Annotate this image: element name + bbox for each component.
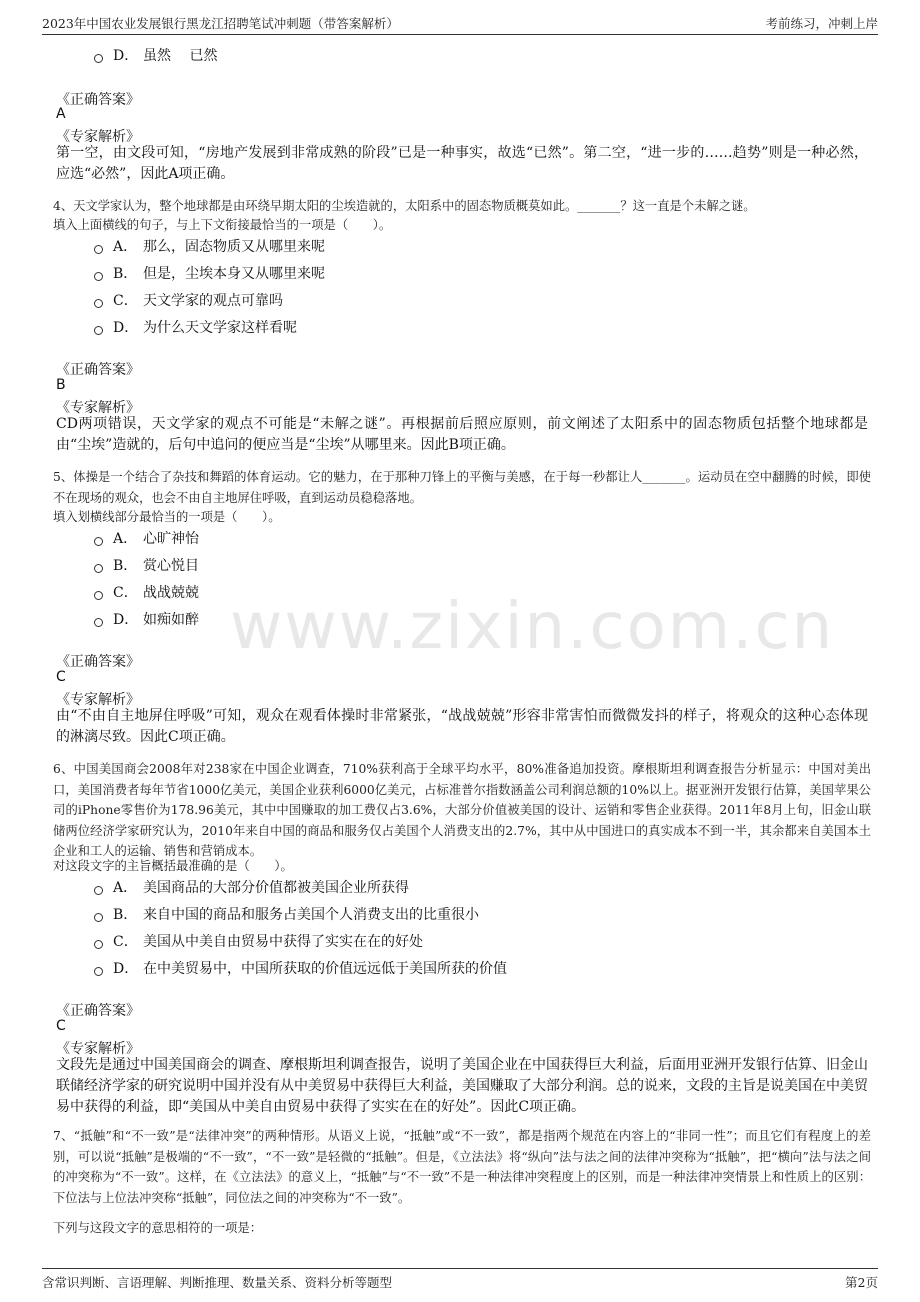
watermark: www.zixin.com.cn xyxy=(230,590,835,664)
q4-option-d[interactable] xyxy=(94,317,297,337)
q5-option-d[interactable] xyxy=(94,609,199,629)
answer-heading: 《正确答案》 xyxy=(56,1003,140,1019)
option-letter: B． xyxy=(113,266,138,282)
option-text: 心旷神怡 xyxy=(143,531,199,547)
footer-subjects: 含常识判断、言语理解、判断推理、数量关系、资料分析等题型 xyxy=(42,1275,393,1290)
page-footer xyxy=(42,1268,878,1291)
option-text: 虽然 已然 xyxy=(143,48,218,64)
q6-option-c[interactable] xyxy=(94,931,423,951)
q4-option-b[interactable] xyxy=(94,263,325,283)
option-letter: C． xyxy=(113,293,138,309)
q6-option-b[interactable] xyxy=(94,904,479,924)
q3-option-d[interactable] xyxy=(94,45,217,65)
q7-stem: 7、“抵触”和“不一致”是“法律冲突”的两种情形。从语义上说，“抵触”或“不一致”，都是指两个规范在内容上的“非同一性”；而且它们有程度上的差别，可以说“抵触”是极端的“不一致”，“不一致”是轻微的“抵触”。但是，《立法法》将“纵向”法与法之间的法律冲突称为“抵触”，把“横向”法与法之间的冲突称为“不一致”。这样，在《立法法》的意义上，“抵触”与“不一致”不是一种法律冲突程度上的区别，而是一种法律冲突情景上和性质上的区别：下位法与上位法冲突称“抵触”，同位法之间的冲突称为“不一致”。 xyxy=(53,1129,871,1205)
radio-icon[interactable] xyxy=(94,591,103,600)
option-text: 赏心悦目 xyxy=(143,558,199,574)
option-letter: D． xyxy=(113,48,139,64)
option-letter: D． xyxy=(113,612,139,628)
q5-stem: 5、体操是一个结合了杂技和舞蹈的体育运动。它的魅力，在于那种刀锋上的平衡与美感，在于每一秒都让人_______。运动员在空中翻腾的时候，即使不在现场的观众，也会不由自主地屏住呼吸，直到运动员稳稳落地。 xyxy=(53,470,871,505)
document-title: 2023年中国农业发展银行黑龙江招聘笔试冲刺题（带答案解析） xyxy=(42,16,399,31)
header-slogan: 考前练习，冲刺上岸 xyxy=(765,16,878,31)
q6-option-a[interactable] xyxy=(94,877,409,897)
q6-prompt: 对这段文字的主旨概括最准确的是（ ）。 xyxy=(53,859,293,873)
radio-icon[interactable] xyxy=(94,913,103,922)
answer-heading: 《正确答案》 xyxy=(56,654,140,670)
option-letter: C． xyxy=(113,934,138,950)
radio-icon[interactable] xyxy=(94,886,103,895)
q3-analysis: 第一空，由文段可知，“房地产发展到非常成熟的阶段”已是一种事实，故选“已然”。第二空，“进一步的……趋势”则是一种必然，应选“必然”，因此A项正确。 xyxy=(56,145,868,182)
q3-answer: A xyxy=(56,106,66,122)
option-text: 如痴如醉 xyxy=(143,612,199,628)
option-letter: A． xyxy=(113,531,138,547)
analysis-heading: 《专家解析》 xyxy=(56,1041,140,1057)
radio-icon[interactable] xyxy=(94,967,103,976)
radio-icon[interactable] xyxy=(94,245,103,254)
q4-prompt: 填入上面横线的句子，与上下文衔接最恰当的一项是（ ）。 xyxy=(53,218,392,232)
option-text: 美国商品的大部分价值都被美国企业所获得 xyxy=(143,880,409,896)
q6-answer: C xyxy=(56,1018,66,1034)
option-letter: D． xyxy=(113,961,139,977)
option-text: 天文学家的观点可靠吗 xyxy=(143,293,283,309)
q6-analysis: 文段先是通过中国美国商会的调查、摩根斯坦利调查报告，说明了美国企业在中国获得巨大利益，后面用亚洲开发银行估算、旧金山联储经济学家的研究说明中国并没有从中美贸易中获得巨大利益，美国赚取了大部分利润。总的说来，文段的主旨是说美国在中美贸易中获得的利益，即“美国从中美自由贸易中获得了实实在在的好处”。因此C项正确。 xyxy=(56,1057,868,1115)
q6-stem: 6、中国美国商会2008年对238家在中国企业调查，710%获利高于全球平均水平，80%准备追加投资。摩根斯坦利调查报告分析显示：中国对美出口，美国消费者每年节省1000亿美元，美国企业获利6000亿美元，占标准普尔指数涵盖公司利润总额的10%以上。据亚洲开发银行估算，美国苹果公司的iPhone零售价为178.96美元，其中中国赚取的加工费仅占3.6%，大部分价值被美国的设计、运销和零售企业获得。2011年8月上旬，旧金山联储两位经济学家研究认为，2010年来自中国的商品和服务仅占美国个人消费支出的2.7%，其中从中国进口的真实成本不到一半，其余都来自美国本土企业和工人的运输、销售和营销成本。 xyxy=(53,762,871,858)
option-text: 美国从中美自由贸易中获得了实实在在的好处 xyxy=(143,934,423,950)
option-text: 在中美贸易中，中国所获取的价值远远低于美国所获的价值 xyxy=(143,961,507,977)
q4-option-a[interactable] xyxy=(94,236,325,256)
radio-icon[interactable] xyxy=(94,299,103,308)
option-letter: B． xyxy=(113,558,138,574)
q4-answer: B xyxy=(56,377,66,393)
option-text: 那么，固态物质又从哪里来呢 xyxy=(143,239,325,255)
q6-option-d[interactable] xyxy=(94,958,507,978)
q7-prompt: 下列与这段文字的意思相符的一项是： xyxy=(53,1221,263,1235)
answer-heading: 《正确答案》 xyxy=(56,92,140,108)
q5-analysis: 由“不由自主地屏住呼吸”可知，观众在观看体操时非常紧张，“战战兢兢”形容非常害怕而微微发抖的样子，将观众的这种心态体现的淋漓尽致。因此C项正确。 xyxy=(56,708,868,745)
radio-icon[interactable] xyxy=(94,564,103,573)
option-text: 为什么天文学家这样看呢 xyxy=(143,320,297,336)
answer-heading: 《正确答案》 xyxy=(56,362,140,378)
analysis-heading: 《专家解析》 xyxy=(56,400,140,416)
q4-stem: 4、天文学家认为，整个地球都是由环绕早期太阳的尘埃造就的，太阳系中的固态物质概莫如此。_______？这一直是个未解之谜。 xyxy=(53,199,756,213)
analysis-heading: 《专家解析》 xyxy=(56,692,140,708)
option-letter: A． xyxy=(113,239,138,255)
option-text: 战战兢兢 xyxy=(143,585,199,601)
option-letter: B． xyxy=(113,907,138,923)
radio-icon[interactable] xyxy=(94,326,103,335)
option-letter: A． xyxy=(113,880,138,896)
q5-option-a[interactable] xyxy=(94,528,199,548)
option-text: 来自中国的商品和服务占美国个人消费支出的比重很小 xyxy=(143,907,479,923)
q5-option-c[interactable] xyxy=(94,582,199,602)
analysis-heading: 《专家解析》 xyxy=(56,129,140,145)
radio-icon[interactable] xyxy=(94,537,103,546)
q5-answer: C xyxy=(56,669,66,685)
option-text: 但是，尘埃本身又从哪里来呢 xyxy=(143,266,325,282)
radio-icon[interactable] xyxy=(94,272,103,281)
radio-icon[interactable] xyxy=(94,940,103,949)
q4-analysis: CD两项错误，天文学家的观点不可能是“未解之谜”。再根据前后照应原则，前文阐述了太阳系中的固态物质包括整个地球都是由“尘埃”造就的，后句中追问的便应当是“尘埃”从哪里来。因此B项正确。 xyxy=(56,416,868,453)
q5-option-b[interactable] xyxy=(94,555,199,575)
option-letter: D． xyxy=(113,320,139,336)
option-letter: C． xyxy=(113,585,138,601)
page-number: 第2页 xyxy=(845,1275,878,1290)
page-header xyxy=(42,12,878,35)
radio-icon[interactable] xyxy=(94,618,103,627)
q4-option-c[interactable] xyxy=(94,290,283,310)
radio-icon[interactable] xyxy=(94,54,103,63)
q5-prompt: 填入划横线部分最恰当的一项是（ ）。 xyxy=(53,510,281,524)
